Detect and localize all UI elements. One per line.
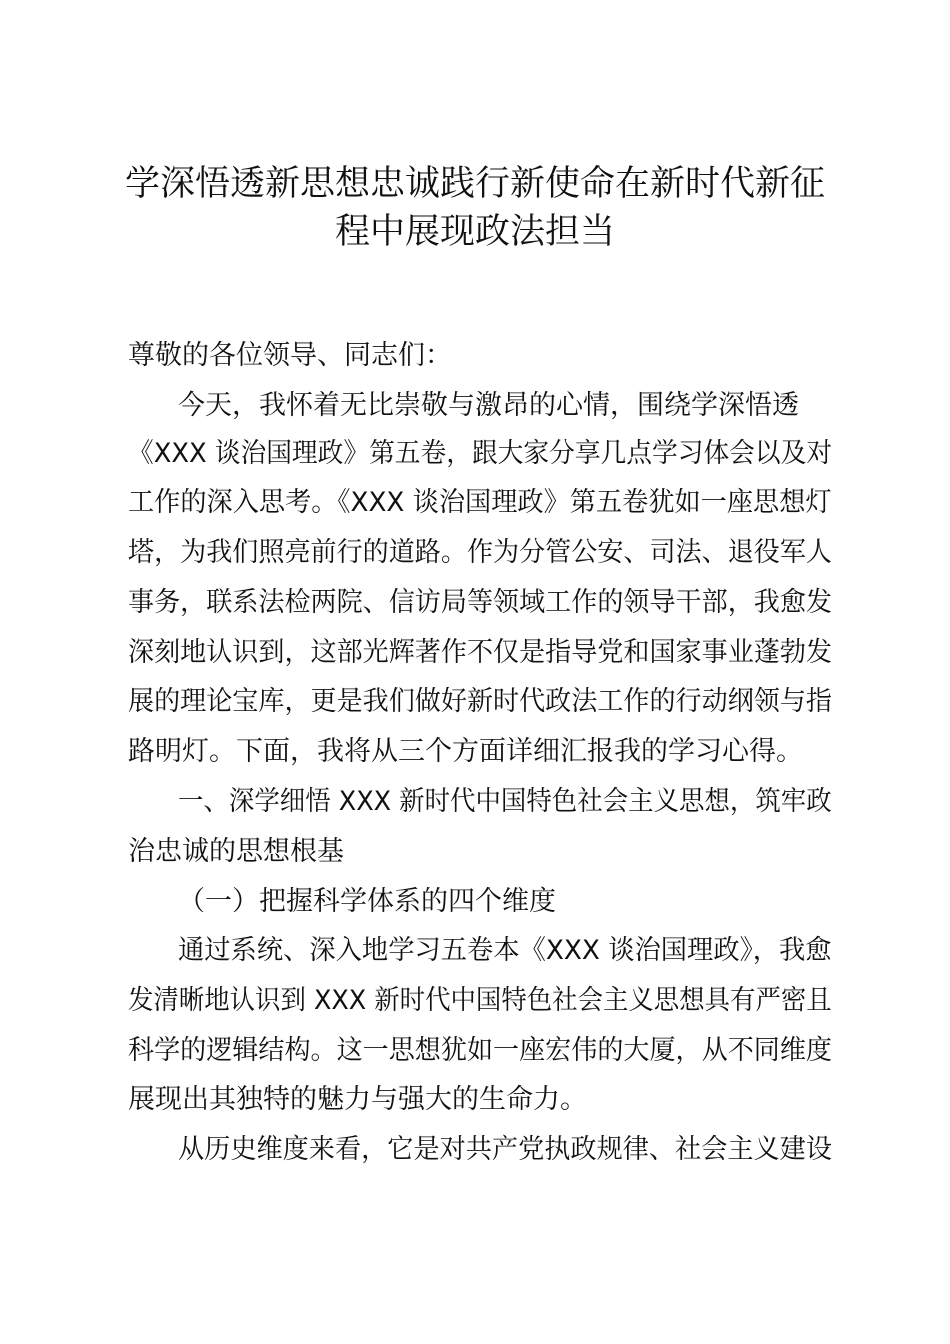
paragraph-line: 工作的深入思考。《XXX 谈治国理政》第五卷犹如一座思想灯 bbox=[128, 487, 832, 518]
paragraph-line: 路明灯。下面，我将从三个方面详细汇报我的学习心得。 bbox=[128, 736, 803, 767]
paragraph-line: 深刻地认识到，这部光辉著作不仅是指导党和国家事业蓬勃发 bbox=[128, 637, 832, 668]
subsection-heading: （一）把握科学体系的四个维度 bbox=[178, 886, 556, 917]
document-title bbox=[120, 160, 830, 256]
paragraph-line: 从历史维度来看，它是对共产党执政规律、社会主义建设 bbox=[178, 1134, 833, 1165]
paragraph-line: 展的理论宝库，更是我们做好新时代政法工作的行动纲领与指 bbox=[128, 686, 832, 717]
title-line-1: 学深悟透新思想忠诚践行新使命在新时代新征 bbox=[124, 164, 825, 204]
paragraph-line: 科学的逻辑结构。这一思想犹如一座宏伟的大厦，从不同维度 bbox=[128, 1035, 832, 1066]
paragraph-line: 发清晰地认识到 XXX 新时代中国特色社会主义思想具有严密且 bbox=[128, 985, 832, 1016]
salutation: 尊敬的各位领导、同志们： bbox=[128, 340, 452, 371]
title-line-2: 程中展现政法担当 bbox=[334, 212, 615, 252]
section-heading-line: 一、深学细悟 XXX 新时代中国特色社会主义思想，筑牢政 bbox=[178, 786, 832, 817]
paragraph-line: 展现出其独特的魅力与强大的生命力。 bbox=[128, 1084, 587, 1115]
paragraph-line: 塔，为我们照亮前行的道路。作为分管公安、司法、退役军人 bbox=[128, 537, 832, 568]
paragraph-line: 通过系统、深入地学习五卷本《XXX 谈治国理政》，我愈 bbox=[178, 935, 832, 966]
paragraph-line: 《XXX 谈治国理政》第五卷，跟大家分享几点学习体会以及对 bbox=[128, 438, 833, 469]
paragraph-line: 事务，联系法检两院、信访局等领域工作的领导干部，我愈发 bbox=[128, 587, 832, 618]
paragraph-line: 今天，我怀着无比崇敬与激昂的心情，围绕学深悟透 bbox=[178, 390, 799, 421]
section-heading-line: 治忠诚的思想根基 bbox=[128, 836, 344, 867]
